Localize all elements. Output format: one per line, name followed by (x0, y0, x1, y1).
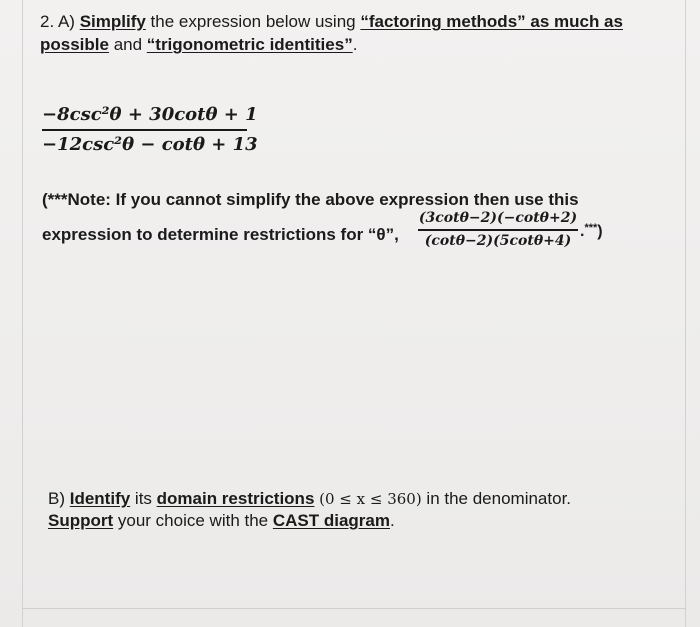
note-closing (580, 222, 603, 241)
prompt-joiner: and (108, 35, 147, 54)
note-period: . (580, 223, 585, 240)
alternate-fraction-bar (418, 229, 578, 231)
prompt-verb: Simplify (79, 12, 146, 31)
alternate-denominator: (cotθ−2)(5cotθ+4) (424, 232, 572, 249)
expression-numerator: −8csc²θ + 30cotθ + 1 (42, 104, 258, 125)
main-expression (42, 104, 258, 155)
page-left-edge (22, 0, 23, 627)
question-number: 2. A) (40, 12, 75, 31)
note-line-2: expression to determine restrictions for “θ”, (42, 225, 399, 244)
page-bottom-edge (22, 608, 686, 609)
part-b-label: B) (48, 489, 65, 508)
note-line-1: (***Note: If you cannot simplify the above expression then use this (42, 190, 579, 209)
part-b-term-cast: CAST diagram (272, 511, 390, 530)
question-prompt (40, 10, 640, 56)
note-stars: *** (584, 222, 598, 234)
alternate-expression (418, 210, 578, 249)
part-b-verb-identify: Identify (69, 489, 131, 508)
page-right-edge (685, 0, 686, 627)
note-close-paren: ) (597, 223, 603, 240)
prompt-method-trig: “trigonometric identities” (146, 35, 353, 54)
part-b-period: . (390, 511, 395, 530)
part-b-verb-support: Support (48, 511, 114, 530)
part-b-text: its (130, 489, 157, 508)
part-b-range: (0 ≤ x ≤ 360) (319, 490, 422, 508)
part-b-line-1 (48, 488, 571, 510)
part-b-line-2 (48, 510, 395, 532)
fraction-bar (42, 129, 247, 131)
prompt-method-factoring: “factoring methods” as much as possible (40, 12, 623, 54)
expression-denominator: −12csc²θ − cotθ + 13 (42, 134, 258, 155)
part-b-text-3: your choice with the (113, 511, 273, 530)
part-b-term-domain: domain restrictions (156, 489, 315, 508)
prompt-text: the expression below using (145, 12, 361, 31)
part-b-text-2: in the denominator. (421, 489, 572, 508)
alternate-numerator: (3cotθ−2)(−cotθ+2) (418, 210, 578, 226)
prompt-period: . (352, 35, 358, 54)
